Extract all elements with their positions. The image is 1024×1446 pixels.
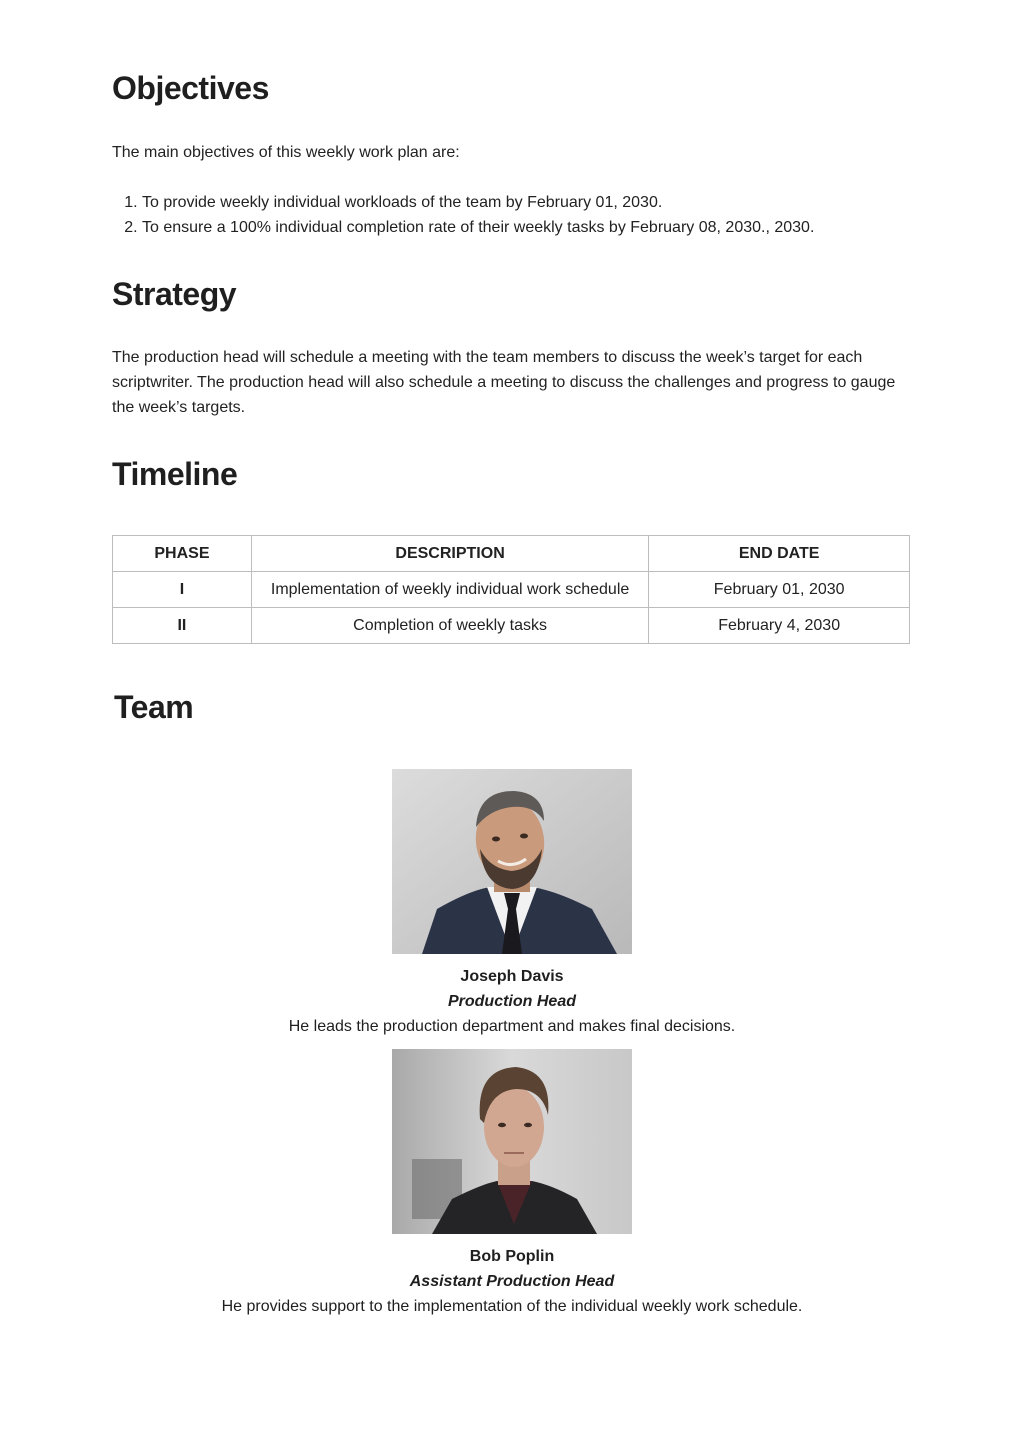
column-header-end-date: END DATE [649,536,910,572]
phase-cell: II [113,608,252,644]
table-header-row [113,536,910,572]
column-header-phase: PHASE [113,536,252,572]
member-role: Production Head [447,993,576,1010]
objective-item: 2. To ensure a 100% individual completion rate of their weekly tasks by February 08, 2030., 2030. [142,215,940,240]
team-member-card [112,769,912,1039]
team-heading: Team [114,689,194,725]
table-row [113,572,910,608]
strategy-text: The production head will schedule a meeting with the team members to discuss the week’s target for each scriptwriter. The production head will also schedule a meeting to discuss the challenges and progress to gauge the week’s targets. [112,349,896,416]
member-name: Bob Poplin [469,1248,555,1265]
objective-item: 1. To provide weekly individual workloads of the team by February 01, 2030. [142,190,940,215]
end-date-cell: February 01, 2030 [649,572,910,608]
team-member-card [112,1049,912,1319]
objectives-heading: Objectives [112,70,269,106]
objectives-intro: The main objectives of this weekly work plan are: [112,144,460,161]
member-name: Joseph Davis [460,968,564,985]
member-photo-joseph-davis [392,769,632,954]
strategy-heading: Strategy [112,276,237,312]
table-row [113,608,910,644]
description-cell: Implementation of weekly individual work schedule [251,572,648,608]
member-role: Assistant Production Head [409,1273,615,1290]
member-photo-bob-poplin [392,1049,632,1234]
end-date-cell: February 4, 2030 [649,608,910,644]
member-description: He leads the production department and makes final decisions. [288,1018,736,1035]
phase-cell: I [113,572,252,608]
timeline-heading: Timeline [112,456,238,492]
objectives-list [112,190,940,240]
timeline-table [112,535,910,644]
description-cell: Completion of weekly tasks [251,608,648,644]
column-header-description: DESCRIPTION [251,536,648,572]
member-description: He provides support to the implementation of the individual weekly work schedule. [221,1298,803,1315]
